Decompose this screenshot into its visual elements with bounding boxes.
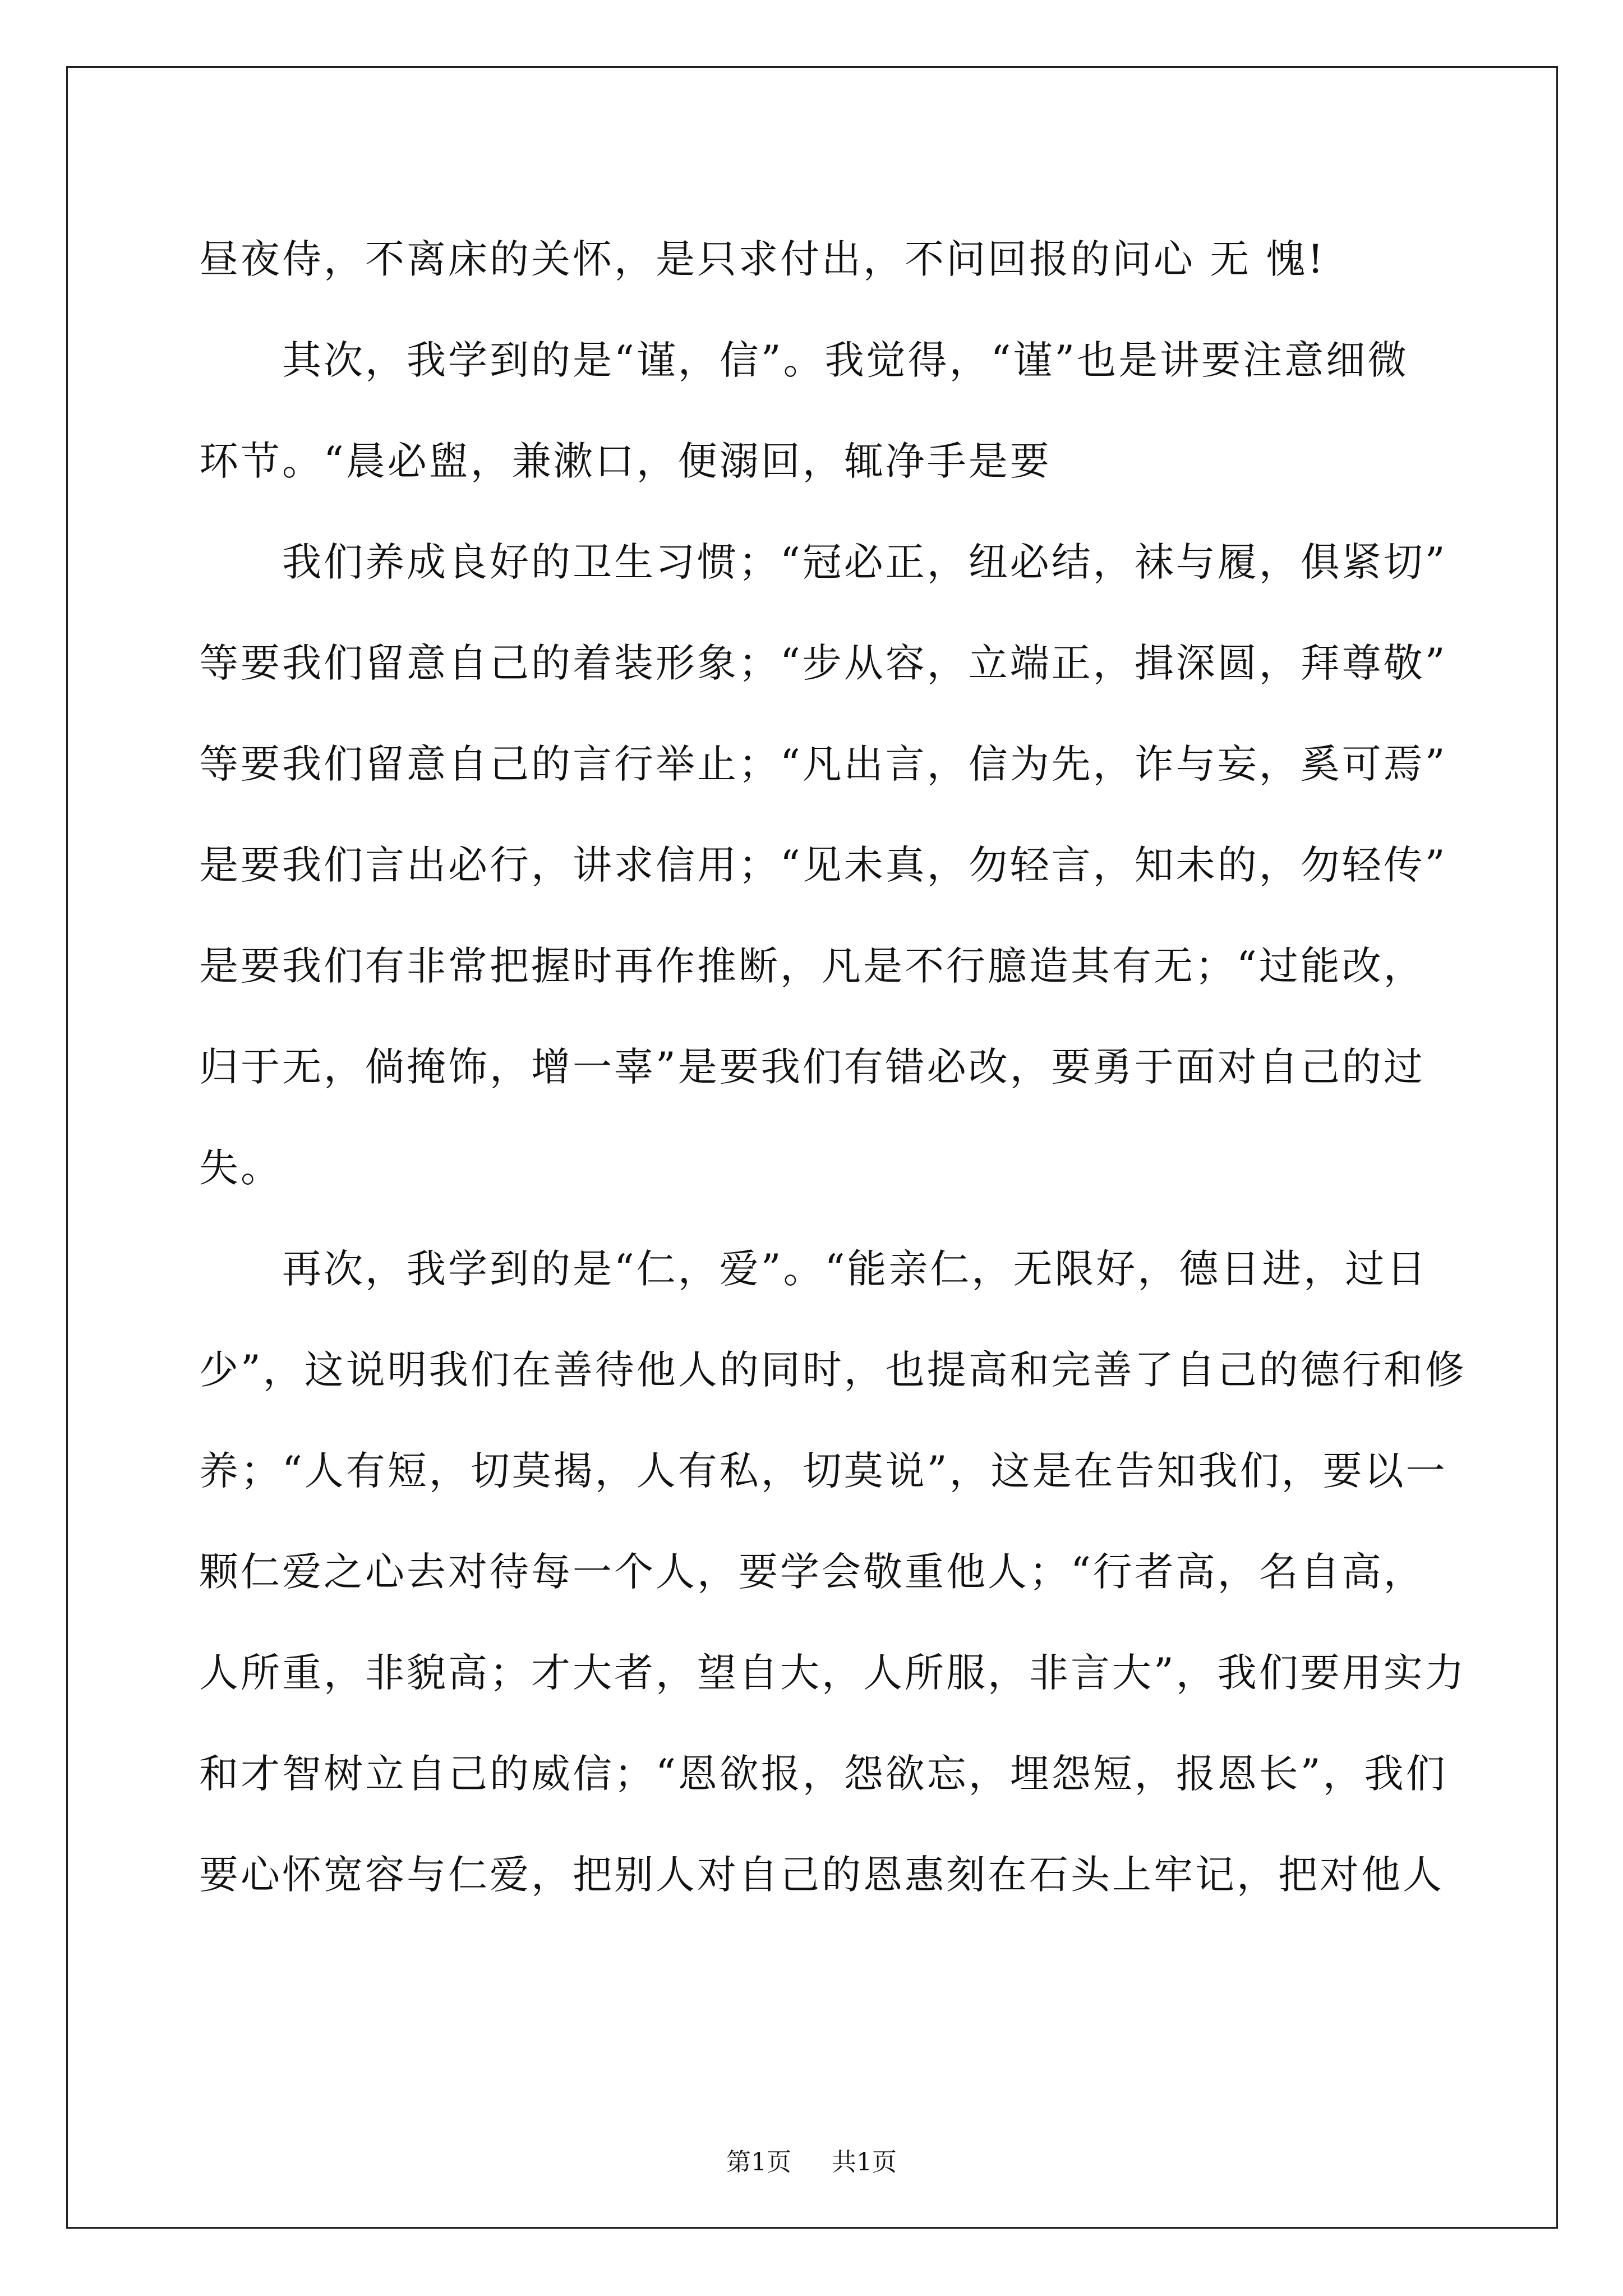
text-line: 要心怀宽容与仁爱，把别人对自己的恩惠刻在石头上牢记，把对他人 [199, 1852, 1444, 1898]
text-line: 昼夜侍，不离床的关怀，是只求付出，不问回报的问心 无 愧! [199, 236, 1326, 282]
text-line: 养；“人有短，切莫揭，人有私，切莫说”，这是在告知我们，要以一 [199, 1448, 1447, 1494]
text-line: 失。 [199, 1145, 282, 1191]
text-line: 归于无，倘掩饰，增一辜”是要我们有错必改，要勇于面对自己的过 [199, 1044, 1425, 1090]
text-line: 人所重，非貌高；才大者，望自大，人所服，非言大”，我们要用实力 [199, 1650, 1467, 1696]
paragraph-start-line: 再次，我学到的是“仁，爱”。“能亲仁，无限好，德日进，过日 [282, 1246, 1428, 1292]
page-number-current: 第1页 [726, 2148, 791, 2177]
text-line: 颗仁爱之心去对待每一个人，要学会敬重他人；“行者高，名自高， [199, 1549, 1425, 1595]
paragraph-start-line: 我们养成良好的卫生习惯；“冠必正，纽必结，袜与履，俱紧切” [282, 539, 1447, 585]
text-line: 等要我们留意自己的着装形象；“步从容，立端正，揖深圆，拜尊敬” [199, 640, 1447, 686]
paragraph-start-line: 其次，我学到的是“谨，信”。我觉得，“谨”也是讲要注意细微 [282, 337, 1409, 383]
text-line: 是要我们有非常把握时再作推断，凡是不行臆造其有无；“过能改， [199, 943, 1425, 989]
page-footer [0, 2146, 1623, 2179]
text-line: 环节。“晨必盥，兼漱口，便溺回，辄净手是要 [199, 438, 1052, 484]
text-line: 等要我们留意自己的言行举止；“凡出言，信为先，诈与妄，奚可焉” [199, 741, 1447, 787]
text-line: 少”，这说明我们在善待他人的同时，也提高和完善了自己的德行和修 [199, 1347, 1467, 1393]
text-line: 和才智树立自己的威信；“恩欲报，怨欲忘，埋怨短，报恩长”，我们 [199, 1751, 1447, 1797]
document-body [199, 209, 1467, 1925]
page-number-total: 共1页 [832, 2148, 897, 2177]
text-line: 是要我们言出必行，讲求信用；“见未真，勿轻言，知未的，勿轻传” [199, 842, 1447, 888]
